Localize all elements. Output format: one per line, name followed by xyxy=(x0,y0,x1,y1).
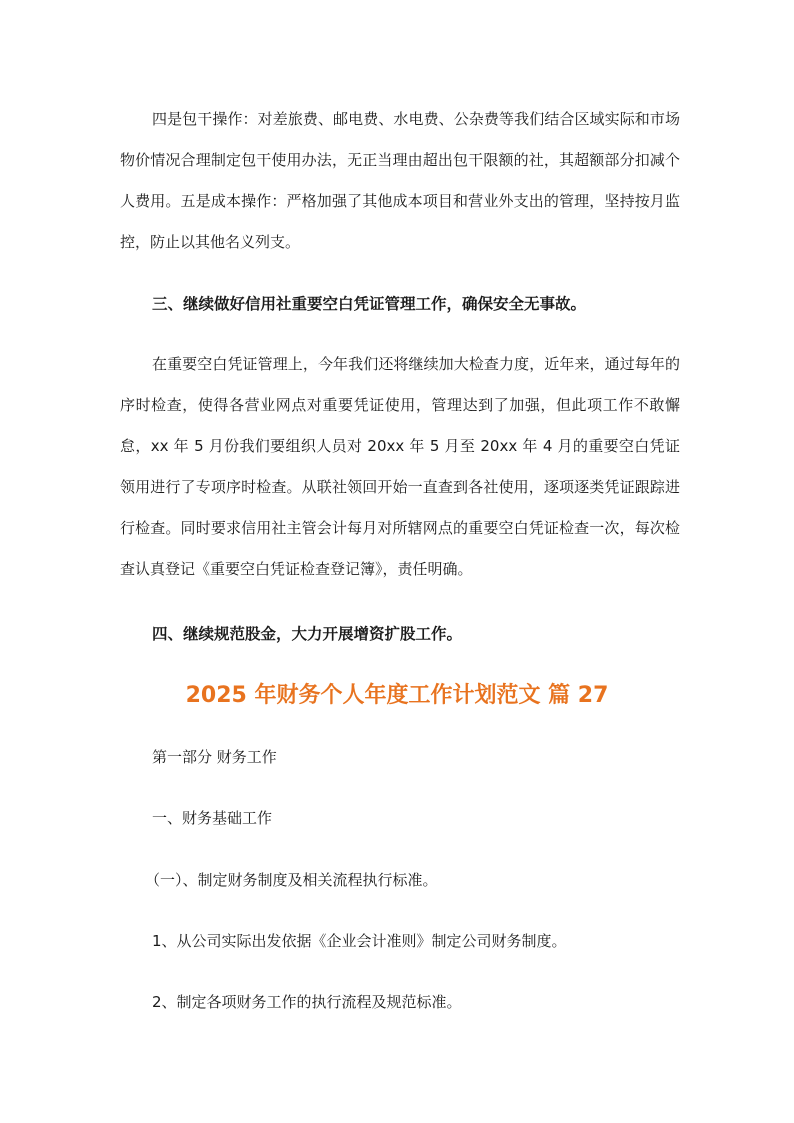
heading-share-capital: 四、继续规范股金，大力开展增资扩股工作。 xyxy=(152,625,463,643)
part-one-heading: 第一部分 财务工作 xyxy=(152,748,277,766)
paragraph-contracting-operations: 四是包干操作：对差旅费、邮电费、水电费、公杂费等我们结合区域实际和市场物价情况合理制定包干使用办法，无正当理由超出包干限额的社，其超额部分扣减个人费用。五是成本操作：严格加强了其他成本项目和营业外支出的管理，坚持按月监控，防止以其他名义列支。 xyxy=(120,110,680,251)
subsection-one-heading: （一）、制定财务制度及相关流程执行标准。 xyxy=(145,871,438,889)
heading-blank-voucher-management: 三、继续做好信用社重要空白凭证管理工作，确保安全无事故。 xyxy=(152,295,587,313)
section-title: 2025 年财务个人年度工作计划范文 篇 27 xyxy=(185,683,609,708)
list-item-one: 1、从公司实际出发依据《企业会计准则》制定公司财务制度。 xyxy=(152,932,567,950)
finance-basics-heading: 一、财务基础工作 xyxy=(152,809,273,827)
paragraph-voucher-inspection: 在重要空白凭证管理上，今年我们还将继续加大检查力度，近年来，通过每年的序时检查，使得各营业网点对重要凭证使用，管理达到了加强，但此项工作不敢懈怠，xx 年 5 月份我们要组织人员对 20xx 年 5 月至 20xx 年 4 月的重要空白凭证领用进行了专项序时检查。从联社领回开始一直查到各社使用，逐项逐类凭证跟踪进行检查。同时要求信用社主管会计每月对所辖网点的重要空白凭证检查一次，每次检查认真登记《重要空白凭证检查登记簿》，责任明确。 xyxy=(120,355,680,578)
list-item-two: 2、制定各项财务工作的执行流程及规范标准。 xyxy=(152,993,462,1011)
